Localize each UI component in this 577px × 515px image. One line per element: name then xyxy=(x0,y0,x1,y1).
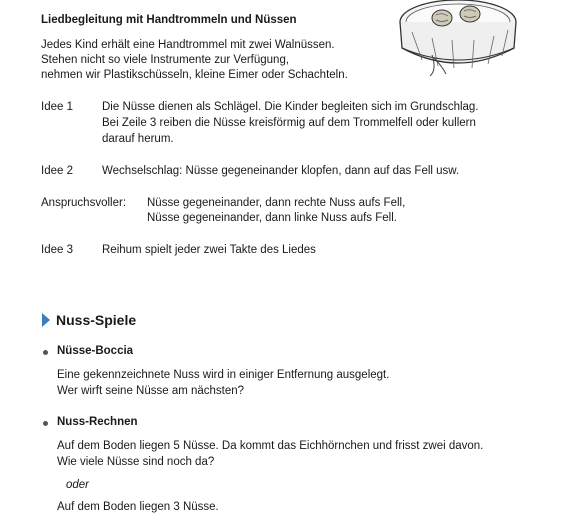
boccia-line-1: Eine gekennzeichnete Nuss wird in einiger Entfernung ausgelegt. xyxy=(57,369,390,381)
drum-illustration xyxy=(392,0,522,80)
rechnen-line-1: Auf dem Boden liegen 5 Nüsse. Da kommt das Eichhörnchen und frisst zwei davon. xyxy=(57,440,484,452)
boccia-line-2: Wer wirft seine Nüsse am nächsten? xyxy=(57,385,245,397)
idee1-label: Idee 1 xyxy=(41,101,73,113)
rechnen-line-2: Wie viele Nüsse sind noch da? xyxy=(57,456,215,468)
idee1-line-1: Die Nüsse dienen als Schlägel. Die Kinder begleiten sich im Grundschlag. xyxy=(102,101,479,113)
anspruch-line-2: Nüsse gegeneinander, dann linke Nuss aufs Fell. xyxy=(147,212,397,224)
idee2-text: Wechselschlag: Nüsse gegeneinander klopfen, dann auf das Fell usw. xyxy=(102,165,460,177)
idee2-label: Idee 2 xyxy=(41,165,73,177)
idee3-label: Idee 3 xyxy=(41,244,73,256)
page-title: Liedbegleitung mit Handtrommeln und Nüssen xyxy=(41,14,297,26)
bullet-icon xyxy=(43,421,48,426)
rechnen-title: Nuss-Rechnen xyxy=(57,416,138,428)
idee3-text: Reihum spielt jeder zwei Takte des Liedes xyxy=(102,244,316,256)
boccia-title: Nüsse-Boccia xyxy=(57,345,134,357)
section-title-nuss-spiele: Nuss-Spiele xyxy=(56,312,137,328)
section-marker-icon xyxy=(42,313,50,327)
idee1-line-3: darauf herum. xyxy=(102,133,174,145)
idee1-line-2: Bei Zeile 3 reiben die Nüsse kreisförmig auf dem Trommelfell oder kullern xyxy=(102,117,476,129)
anspruch-line-1: Nüsse gegeneinander, dann rechte Nuss aufs Fell, xyxy=(147,197,406,209)
anspruch-label: Anspruchsvoller: xyxy=(41,197,127,209)
intro-line-3: nehmen wir Plastikschüsseln, kleine Eimer oder Schachteln. xyxy=(41,69,348,81)
intro-line-1: Jedes Kind erhält eine Handtrommel mit zwei Walnüssen. xyxy=(41,39,335,51)
oder-text: oder xyxy=(66,479,90,491)
bullet-icon xyxy=(43,350,48,355)
rechnen-line-3: Auf dem Boden liegen 3 Nüsse. xyxy=(57,501,219,513)
intro-line-2: Stehen nicht so viele Instrumente zur Verfügung, xyxy=(41,54,290,66)
